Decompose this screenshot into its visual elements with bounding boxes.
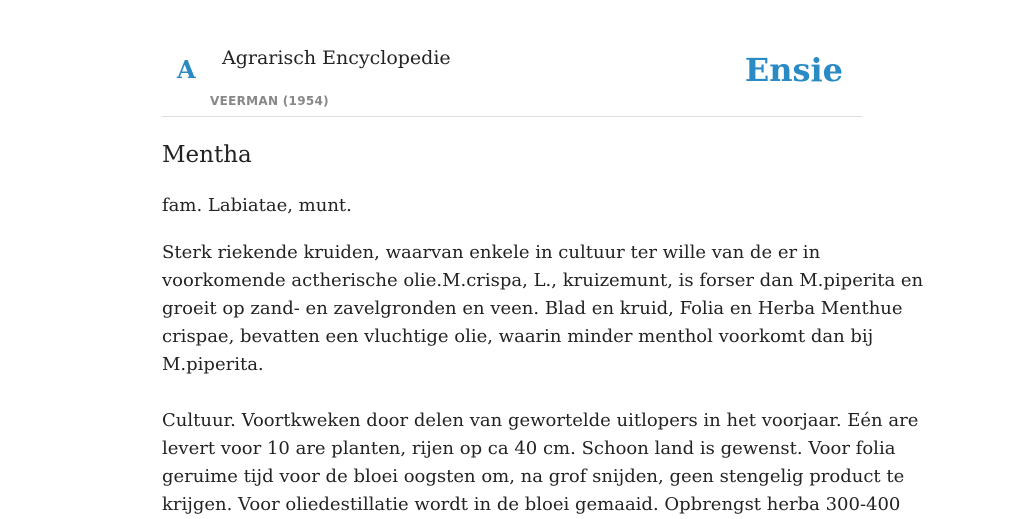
paragraph-line: M.piperita. bbox=[162, 354, 264, 375]
book-author-label: VEERMAN (1954) bbox=[210, 94, 329, 108]
paragraph-line: crispae, bevatten een vluchtige olie, waarin minder menthol voorkomt dan bij bbox=[162, 326, 874, 347]
paragraph-line: Cultuur. Voortkweken door delen van gewortelde uitlopers in het voorjaar. Eén are bbox=[162, 410, 919, 431]
article-paragraph-1 bbox=[162, 239, 924, 379]
article-subtitle: fam. Labiatae, munt. bbox=[162, 195, 352, 216]
paragraph-line: krijgen. Voor oliedestillatie wordt in de bloei gemaaid. Opbrengst herba 300-400 bbox=[162, 494, 901, 515]
ensie-logo[interactable]: Ensie bbox=[744, 51, 843, 89]
paragraph-line: levert voor 10 are planten, rijen op ca 40 cm. Schoon land is gewenst. Voor folia bbox=[162, 438, 896, 459]
paragraph-line: geruime tijd voor de bloei oogsten om, na grof snijden, geen stengelig product te bbox=[162, 466, 905, 487]
header bbox=[162, 0, 862, 117]
article-paragraph-2 bbox=[162, 407, 919, 519]
article-title: Mentha bbox=[162, 142, 252, 168]
paragraph-line: groeit op zand- en zavelgronden en veen. Blad en kruid, Folia en Herba Menthue bbox=[162, 298, 903, 319]
paragraph-line: voorkomende actherische olie.M.crispa, L., kruizemunt, is forser dan M.piperita en bbox=[162, 270, 924, 291]
page bbox=[162, 0, 924, 515]
book-logo-letter[interactable]: A bbox=[177, 55, 196, 84]
paragraph-line: Sterk riekende kruiden, waarvan enkele in cultuur ter wille van de er in bbox=[162, 242, 821, 263]
book-title-link[interactable]: Agrarisch Encyclopedie bbox=[222, 47, 451, 69]
